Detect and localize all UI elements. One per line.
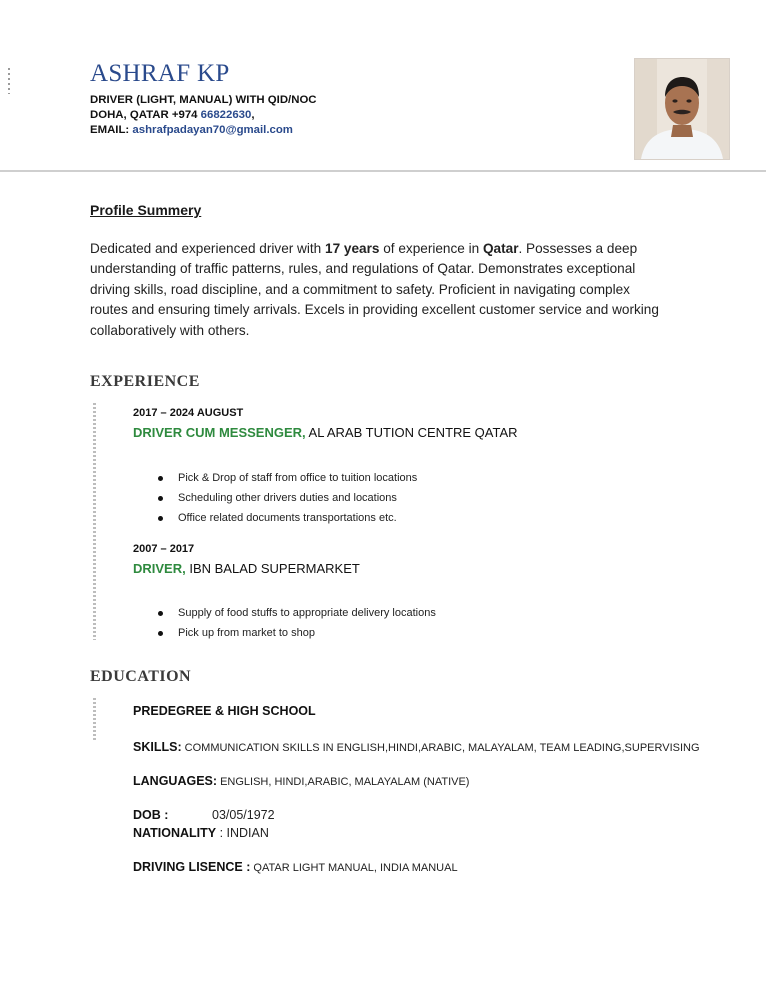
list-item: Pick up from market to shop [133,623,436,643]
dob-value: 03/05/1972 [212,808,275,822]
location-phone: DOHA, QATAR +974 66822630, [90,109,255,121]
list-item: Scheduling other drivers duties and locations [133,488,417,508]
margin-marker [8,68,10,94]
list-item: Supply of food stuffs to appropriate delivery locations [133,603,436,623]
job-period: 2017 – 2024 AUGUST [133,407,244,419]
qualification: PREDEGREE & HIGH SCHOOL [133,704,316,718]
driving-licence-line: DRIVING LISENCE : QATAR LIGHT MANUAL, INDIA MANUAL [133,860,458,874]
job-duties-list [133,468,417,528]
job-title: DRIVER (LIGHT, MANUAL) WITH QID/NOC [90,94,317,106]
experience-side-bar [93,403,96,640]
profile-summary-heading: Profile Summery [90,202,202,218]
header-divider [0,170,766,172]
dob-label: DOB : [133,808,169,822]
languages-line: LANGUAGES: ENGLISH, HINDI,ARABIC, MALAYALAM (NATIVE) [133,774,470,788]
list-item: Pick & Drop of staff from office to tuition locations [133,468,417,488]
job-role-line: DRIVER, IBN BALAD SUPERMARKET [133,561,360,576]
nationality-line: NATIONALITY : INDIAN [133,826,269,840]
experience-heading: EXPERIENCE [90,373,200,390]
profile-summary-text: Dedicated and experienced driver with 17 years of experience in Qatar. Possesses a deep understanding of traffic patterns, rules, and regulations of Qatar. Demonstrates exceptional driving skills, road discipline, and a commitment to safety. Proficient in navigating complex routes and ensuring timely arrivals. Excels in providing excellent customer service and working collaboratively with others. [90,241,659,338]
candidate-name: ASHRAF KP [90,60,230,87]
job-period: 2007 – 2017 [133,543,195,555]
phone-number[interactable]: 66822630 [200,109,252,121]
list-item: Office related documents transportations etc. [133,508,417,528]
profile-photo [634,58,730,160]
job-duties-list [133,603,436,643]
skills-line: SKILLS: COMMUNICATION SKILLS IN ENGLISH,HINDI,ARABIC, MALAYALAM, TEAM LEADING,SUPERVISING [133,740,700,754]
education-side-bar [93,698,96,740]
education-heading: EDUCATION [90,668,192,685]
email-link[interactable]: ashrafpadayan70@gmail.com [132,124,293,136]
email-line: EMAIL: ashrafpadayan70@gmail.com [90,124,293,136]
job-role-line: DRIVER CUM MESSENGER, AL ARAB TUTION CENTRE QATAR [133,425,518,440]
